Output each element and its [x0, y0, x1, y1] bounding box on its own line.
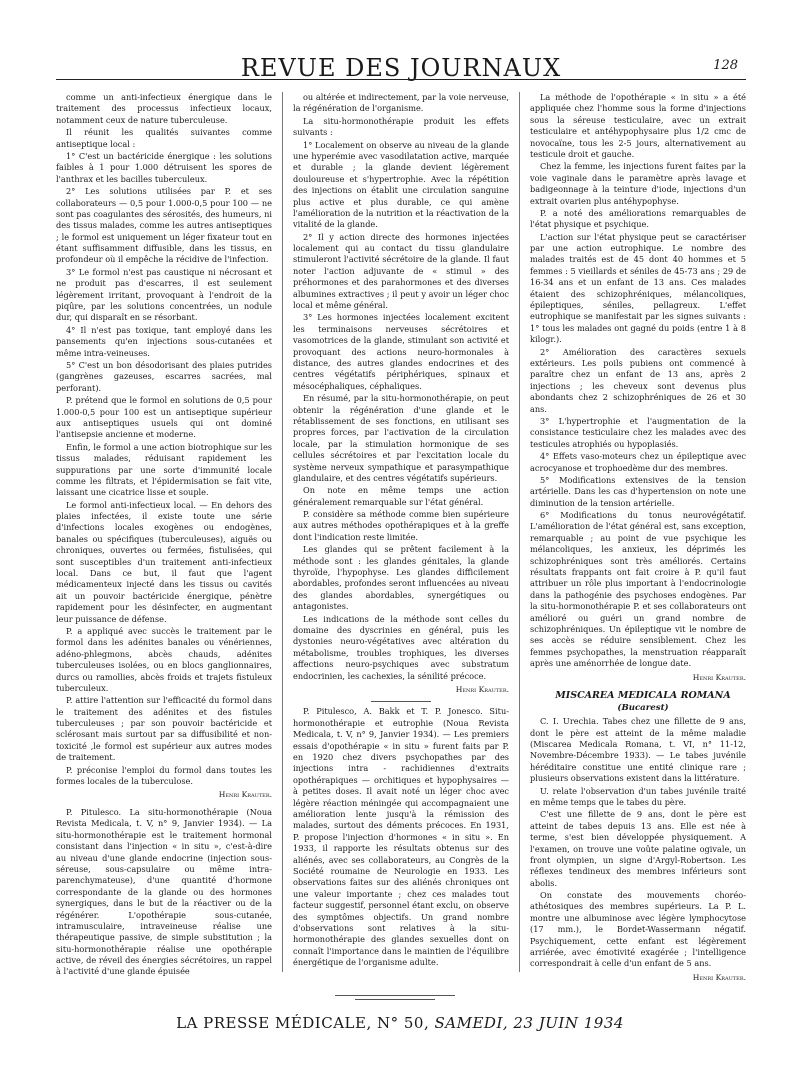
page-title: REVUE DES JOURNAUX: [240, 54, 562, 82]
paragraph: 2° Amélioration des caractères sexuels extérieurs. Les poils pubiens ont commencé à paraître chez un enfant de 13 ans, après 2 injections ; les cheveux sont devenus plus abondants chez 2 schizophréniques de 26 et 30 ans.: [530, 346, 746, 414]
section-separator: [371, 701, 431, 702]
paragraph: 1° C'est un bactéricide énergique : les solutions faibles à 1 pour 1.000 détruisent les spores de l'anthrax et les bacilles tuberculeux.: [56, 150, 272, 184]
paragraph: P. attire l'attention sur l'efficacité du formol dans le traitement des adénites et des fistules tuberculeuses ; par son pouvoir bactéricide et sclérosant mais surtout par sa diffusibilité et non-toxicité ,le formol est supérieur aux autres modes de traitement.: [56, 695, 272, 763]
paragraph: 3° L'hypertrophie et l'augmentation de la consistance testiculaire chez les malades avec des testicules atrophiés ou hypoplasiés.: [530, 415, 746, 449]
page-footer: [0, 1014, 800, 1032]
article-columns: [56, 92, 746, 982]
section-subtitle: (Bucarest): [617, 703, 669, 714]
paragraph: P. a noté des améliorations remarquables de l'état physique et psychique.: [530, 207, 746, 230]
column-2: [293, 92, 509, 972]
paragraph: P. prétend que le formol en solutions de 0,5 pour 1.000-0,5 pour 100 est un antiseptique supérieur aux antiseptiques usuels qui ont dominé l'antisepsie ancienne et moderne.: [56, 395, 272, 440]
footer-ornament-rule: [335, 995, 455, 996]
author-signature: Henri Krauter.: [455, 684, 509, 694]
paragraph: 3° Les hormones injectées localement excitent les terminaisons nerveuses sécrétoires et vasomotrices de la glande, stimulant son activité et provoquant des actions neuro-hormonales à distance, des autres glandes endocrines et des centres végétatifs périphériques, spinaux et mésocéphaliques, céphaliques.: [293, 312, 509, 391]
paragraph: P. a appliqué avec succès le traitement par le formol dans les adénites banales ou vénériennes, adéno-phlegmons, abcès chauds, adénites tuberculeuses isolées, ou en blocs ganglionnaires, durcs ou ramollies, abcès froids et trajets fistuleux tuberculeux.: [56, 625, 272, 693]
paragraph: La méthode de l'opothérapie « in situ » a été appliquée chez l'homme sous la forme d'injections sous la séreuse testiculaire, avec un extrait testiculaire et antéhypophysaire plus 1/2 cmc de novocaïne, tous les 2-5 jours, alternativement au testicule droit et gauche.: [530, 92, 746, 159]
column-1: [56, 92, 272, 977]
footer-date: SAMEDI, 23 JUIN 1934: [434, 1014, 624, 1032]
paragraph: C. I. Urechia. Tabes chez une fillette de 9 ans, dont le père est atteint de la même maladie (Miscarea Medicala Romana, t. VI, n° 11-12, Novembre-Décembre 1933). — Le tabes juvénile héréditaire constitue une entité clinique rare ; plusieurs observations existent dans la littérature.: [530, 716, 746, 784]
paragraph: C'est une fillette de 9 ans, dont le père est atteint de tabes depuis 13 ans. Elle est née à terme, s'est bien développée physiquement. A l'examen, on trouve une voûte palatine ogivale, un front olympien, un signe d'Argyl-Robertson. Les réflexes tendineux des membres inférieurs sont abolis.: [530, 809, 746, 888]
paragraph: On constate des mouvements choréo-athétosiques des membres supérieurs. La P. L. montre une albuminose avec légère lymphocytose (17 mm.), le Bordet-Wassermann négatif. Psychiquement, cette enfant est légèrement arriérée, avec émotivité exagérée ; l'intelligence correspondrait à celle d'un enfant de 5 ans.: [530, 890, 746, 969]
author-signature: Henri Krauter.: [692, 672, 746, 682]
paragraph: Le formol anti-infectieux local. — En dehors des plaies infectées, il existe toute une série d'infections locales exogènes ou endogènes, banales ou spécifiques (tuberculeuses), aiguës ou chroniques, ouvertes ou fermées, fistulisées, qui sont susceptibles d'un traitement anti-infectieux local. Dans ce but, il faut que l'agent médicamenteux injecté dans les tissus ou cavités ait un pouvoir bactéricide énergique, pénètre rapidement pour les désinfecter, en augmentant leur puissance de défense.: [56, 499, 272, 624]
paragraph: comme un anti-infectieux énergique dans le traitement des processus infectieux locaux, notamment ceux de nature tuberculeuse.: [56, 92, 272, 125]
paragraph: 5° C'est un bon désodorisant des plaies putrides (gangrènes gazeuses, escarres sacrées, mal perforant).: [56, 359, 272, 393]
paragraph: 6° Modifications du tonus neurovégétatif. L'amélioration de l'état général est, sans exception, remarquable ; au point de vue psychique les mélancoliques, les anxieux, les déprimés les schizophréniques sont très améliorés. Certains résultats frappants ont fait croire à P. qu'il faut attribuer un rôle plus important à l'endocrinologie dans la pathogénie des psychoses endogènes. Par la situ-hormonothérapie P. et ses collaborateurs ont amélioré ou guéri un grand nombre de schizophréniques. Un épileptique vit le nombre de ses accès se réduire sensiblement. Chez les femmes psychopathes, la menstruation réapparaît après une aménorrhée de longue date.: [530, 510, 746, 669]
column-divider: [519, 92, 520, 972]
paragraph: Enfin, le formol a une action biotrophique sur les tissus malades, réduisant rapidement les suppurations par une sorte d'immunité locale comme les filtrats, et l'épidermisation se fait vite, laissant une cicatrice lisse et souple.: [56, 441, 272, 498]
paragraph: 5° Modifications extensives de la tension artérielle. Dans les cas d'hypertension on note une diminution de la tension artérielle.: [530, 474, 746, 508]
page-number: 128: [713, 58, 738, 73]
paragraph: 1° Localement on observe au niveau de la glande une hyperémie avec vasodilatation active, marquée et durable ; la glande devient légèrement douloureuse et s'hypertrophie. Avec la répétition des injections on établit une circulation sanguine plus active et plus durable, ce qui amène l'amélioration de la nutrition et la réactivation de la vitalité de la glande.: [293, 139, 509, 230]
paragraph: En résumé, par la situ-hormonothérapie, on peut obtenir la régénération d'une glande et le rétablissement de ses fonctions, en utilisant ses propres forces, par l'activation de la circulation locale, par la stimulation hormonique de ses cellules sécrétoires et par l'excitation locale du système nerveux sympathique et parasympathique glandulaire, et des centres végétatifs supérieurs.: [293, 393, 509, 483]
paragraph: 3° Le formol n'est pas caustique ni nécrosant et ne produit pas d'escarres, il est seulement légèrement irritant, provoquant à l'endroit de la piqûre, par les solutions concentrées, un nodule dur, qui disparaît en se résorbant.: [56, 266, 272, 323]
author-signature: Henri Krauter.: [218, 790, 272, 800]
paragraph: 4° Il n'est pas toxique, tant employé dans les pansements qu'en injections sous-cutanées et même intra-veineuses.: [56, 324, 272, 358]
author-signature: Henri Krauter.: [692, 972, 746, 982]
column-3: [530, 92, 746, 982]
paragraph: 2° Il y action directe des hormones injectées localement qui au contact du tissu glandulaire stimuleront l'activité sécrétoire de la glande. Il faut noter l'action adjuvante de « stimul » des préhormones et des parahormones et des diverses albumines extractives ; il peut y avoir un léger choc local et même général.: [293, 231, 509, 311]
paragraph: P. Pitulesco. La situ-hormonothérapie (Noua Revista Medicala, t. V, n° 9, Janvier 1934). — La situ-hormonothérapie est le traitement hormonal consistant dans l'injection « in situ », c'est-à-dire au niveau d'une glande endocrine (injection sous-séreuse, sous-capsulaire ou même intra-parenchymateuse), d'une quantité d'hormone correspondante de la glande ou des hormones synergiques, dans le but de la réactiver ou de la régénérer. L'opothérapie sous-cutanée, intramusculaire, intraveineuse réalise une thérapeutique passive, de simple substitution ; la situ-hormonothérapie réalise une opothérapie active, de réveil des énergies sécrétoires, un rappel à l'activité d'une glande épuisée: [56, 806, 272, 977]
paragraph: Il réunit les qualités suivantes comme antiseptique local :: [56, 127, 272, 149]
paragraph: L'action sur l'état physique peut se caractériser par une action eutrophique. Le nombre des malades traités est de 45 dont 40 hommes et 5 femmes : 5 vieillards et séniles de 45-73 ans ; 29 de 16-34 ans et un enfant de 13 ans. Ces malades étaient des schizophréniques, mélancoliques, épileptiques, séniles, pellagreux. L'effet eutrophique se manifestait par les signes suivants : 1° tous les malades ont gagné du poids (entre 1 à 8 kilogr.).: [530, 231, 746, 345]
paragraph: Les glandes qui se prêtent facilement à la méthode sont : les glandes génitales, la glande thyroïde, l'hypophyse. Les glandes difficilement abordables, profondes seront influencées au niveau des glandes abordables, synergétiques ou antagonistes.: [293, 544, 509, 612]
paragraph: La situ-hormonothérapie produit les effets suivants :: [293, 115, 509, 138]
paragraph: Chez la femme, les injections furent faites par la voie vaginale dans le paramètre après lavage et badigeonnage à la teinture d'iode, injections d'un extrait ovarien plus antéhypophyse.: [530, 161, 746, 206]
paragraph: Les indications de la méthode sont celles du domaine des dyscrinies en général, puis les dystonies neuro-végétatives avec altération du métabolisme, troubles trophiques, les diverses affections neuro-psychiques avec substratum endocrinien, les cachexies, la sénilité précoce.: [293, 613, 509, 681]
section-title: MISCAREA MEDICALA ROMANA: [555, 690, 731, 702]
paragraph: U. relate l'observation d'un tabes juvénile traité en même temps que le tabes du père.: [530, 785, 746, 807]
paragraph: 2° Les solutions utilisées par P. et ses collaborateurs — 0,5 pour 1.000-0,5 pour 100 — ne sont pas coagulantes des sérosités, des humeurs, ni des tissus malades, comme les autres antiseptiques ; le formol est uniquement un léger fixateur tout en étant suffisamment diffusible, dans les tissus, en profondeur où il empêche la récidive de l'infection.: [56, 186, 272, 265]
footer-journal: LA PRESSE MÉDICALE, N° 50,: [176, 1014, 430, 1032]
header-rule: [56, 79, 746, 80]
paragraph: ou altérée et indirectement, par la voie nerveuse, la régénération de l'organisme.: [293, 92, 509, 114]
column-divider: [282, 92, 283, 972]
paragraph: On note en même temps une action généralement remarquable sur l'état général.: [293, 485, 509, 507]
page-header: [56, 48, 746, 88]
paragraph: P. Pitulesco, A. Bakk et T. P. Jonesco. Situ-hormonothérapie et eutrophie (Noua Revista Medicala, t. V, n° 9, Janvier 1934). — Les premiers essais d'opothérapie « in situ » furent faits par P. en 1920 chez divers psychopathes par des injections intra - rachidiennes d'extraits opothérapiques — orchitiques et hypophysaires — à petites doses. Il avait noté un léger choc avec légère réaction méningée qui accompagnaient une amélioration lente jusqu'à la rémission des malades, surtout des déments précoces. En 1931, P. propose l'injection d'hormones « in situ ». En 1933, il rapporte les résultats obtenus sur des aliénés, avec ses collaborateurs, au Congrès de la Société roumaine de Neurologie en 1933. Les observations faites sur des aliénés chroniques ont une valeur importante ; chez ces malades tout facteur suggestif, personnel étant exclu, on observe des symptômes objectifs. Un grand nombre d'observations sont relatives à la situ-hormonothérapie des glandes sexuelles dont on connaît l'importance dans le maintien de l'équilibre énergétique de l'organisme adulte.: [293, 706, 509, 968]
paragraph: 4° Effets vaso-moteurs chez un épileptique avec acrocyanose et trophoedème dur des membres.: [530, 451, 746, 473]
paragraph: P. préconise l'emploi du formol dans toutes les formes locales de la tuberculose.: [56, 764, 272, 787]
paragraph: P. considère sa méthode comme bien supérieure aux autres méthodes opothérapiques et à la greffe dont l'indication reste limitée.: [293, 509, 509, 542]
footer-ornament-rule: [355, 999, 435, 1000]
